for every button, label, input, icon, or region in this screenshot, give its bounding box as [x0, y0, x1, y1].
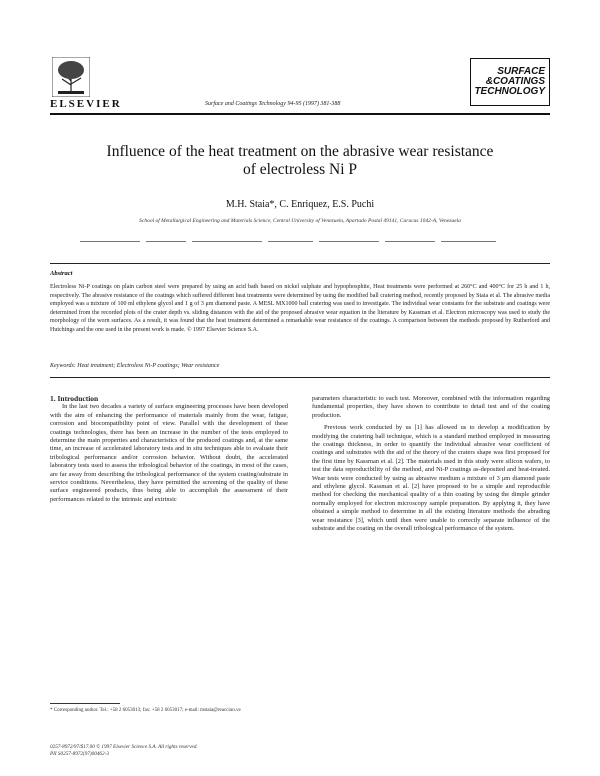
- abstract-bottom-rule: [50, 377, 550, 378]
- affiliation: School of Metallurgical Engineering and Materials Science, Central University of Venezuela, Apartado Postal 49141, Caracas 1042-A, Venezuela: [139, 218, 461, 224]
- authors: M.H. Staia*, C. Enriquez, E.S. Puchi: [225, 199, 375, 210]
- journal-logo-line-1: SURFACE: [497, 66, 545, 77]
- right-column: [312, 395, 550, 534]
- journal-logo: [470, 58, 550, 106]
- title-line-1: Influence of the heat treatment on the abrasive wear resistance: [106, 143, 494, 160]
- section-heading-introduction: 1. Introduction: [50, 394, 99, 403]
- journal-logo-line-3: TECHNOLOGY: [474, 86, 545, 97]
- elsevier-tree-logo: [52, 57, 90, 97]
- intro-paragraph-2: Previous work conducted by us [1] has allowed us to develop a modification by modifying the cratering ball technique, which is a standard method employed in measuring the coatings thickness, in order to quantify the individual abrasive wear coefficient of coatings and substrates with the aid of the theory of the craters shape was first proposed for the first time by Kassman et al. [2]. The materials used in this study were silicon wafers, to test the data reproducibility of the method, and Ni-P coatings as-deposited and heat-treated. Wear tests were conducted by using as abrasive medium a mixture of 3 μm diamond paste and ethylene glycol. Kassman et al. [2] have proposed to be a simple and reproducible method for checking the mechanical quality of a thin coating by using the dimple grinder normally employed for electron microscopy sample preparation. By applying it, they have obtained a simple method to determine in all the existing literature methods the abrading wear resistance [3], which until then were unable to correctly separate influence of the substrate and the coating on the overall tribological performance of the system.: [312, 424, 550, 533]
- abstract-text: Electroless Ni-P coatings on plain carbon steel were prepared by using an acid bath based on nickel sulphate and hypophosphite, Heat treatments were performed at 260°C and 400°C for 25 h and 1 h, respectively. The abrasive resistance of the coatings which suffered different heat treatments were determined by using the modified ball cratering method, recently proposed by Staia et al. The abrasive media employed was a mixture of 100 ml ethylene glycol and 1 g of 3 μm diamond paste. A MESL MX1000 ball cratering was used to investigate. The individual wear constants for the substrate and coatings were determined from the recorded plots of the crater depth vs. sliding distances with the aid of the proposed abrasive wear equation in the literature by Kassman et al. Electron microscopy was used to study the morphology of the worn surfaces. As a result, it was found that the heat treatment determined a remarkable wear resistance of the coatings. A comparison between the methods proposed by Rutherford and Hutchings and the one used in the present work is made. © 1997 Elsevier Science S.A.: [50, 284, 550, 333]
- received-dates-line: [80, 232, 520, 244]
- intro-paragraph-continued: parameters characteristic to each test. Moreover, combined with the information regarding fundamental properties, they have shown to contribute to detail test and of the coating production.: [312, 395, 550, 419]
- title-line-2: of electroless Ni P: [242, 161, 358, 178]
- article-title: [50, 143, 550, 179]
- pii-line: PII S0257-8972(97)00462-3: [50, 751, 109, 757]
- abstract-top-rule: [50, 263, 550, 264]
- footnote-rule: [50, 703, 120, 704]
- keywords: Keywords: Heat treatment; Electroless Ni-P coatings; Wear resistance: [50, 363, 220, 369]
- publisher-name: ELSEVIER: [50, 98, 122, 110]
- header-rule: [50, 113, 550, 115]
- journal-citation: Surface and Coatings Technology 94-95 (1997) 381-388: [205, 101, 341, 107]
- intro-paragraph-1: In the last two decades a variety of surface engineering processes have been developed with the aim of enhancing the performance of materials mainly from the wear, fatigue, corrosion and biocompatibility point of view. Parallel with the development of these coatings technologies, there has been an increase in the number of the tests employed to determine the main properties and characteristics of the produced coatings and, at the same time, an increase of accelerated laboratory tests and in situ techniques able to evaluate their tribological performance and/or corrosion behavior. Without doubt, the accelerated laboratory tests used to assess the tribological behavior of the coatings, in most of the cases, are far away from describing the tribological performance of the system coating/substrate in service conditions. Nevertheless, they have permitted the screening of the quality of these surface engineered products, thus being able to accomplish the assessment of their performances related to the intrinsic and extrinsic: [50, 403, 288, 503]
- abstract-heading: Abstract: [50, 270, 73, 277]
- copyright-block: [50, 744, 350, 758]
- copyright-line: 0257-8972/97/$17.00 © 1997 Elsevier Science S.A. All rights reserved.: [50, 744, 198, 750]
- corresponding-author-footnote: * Corresponding author. Tel.: +58 2 6053013; fax: +58 2 6053017; e-mail: mstaia@reacciun.ve: [50, 708, 241, 713]
- journal-logo-line-2: &COATINGS: [485, 76, 545, 87]
- left-column: [50, 395, 288, 504]
